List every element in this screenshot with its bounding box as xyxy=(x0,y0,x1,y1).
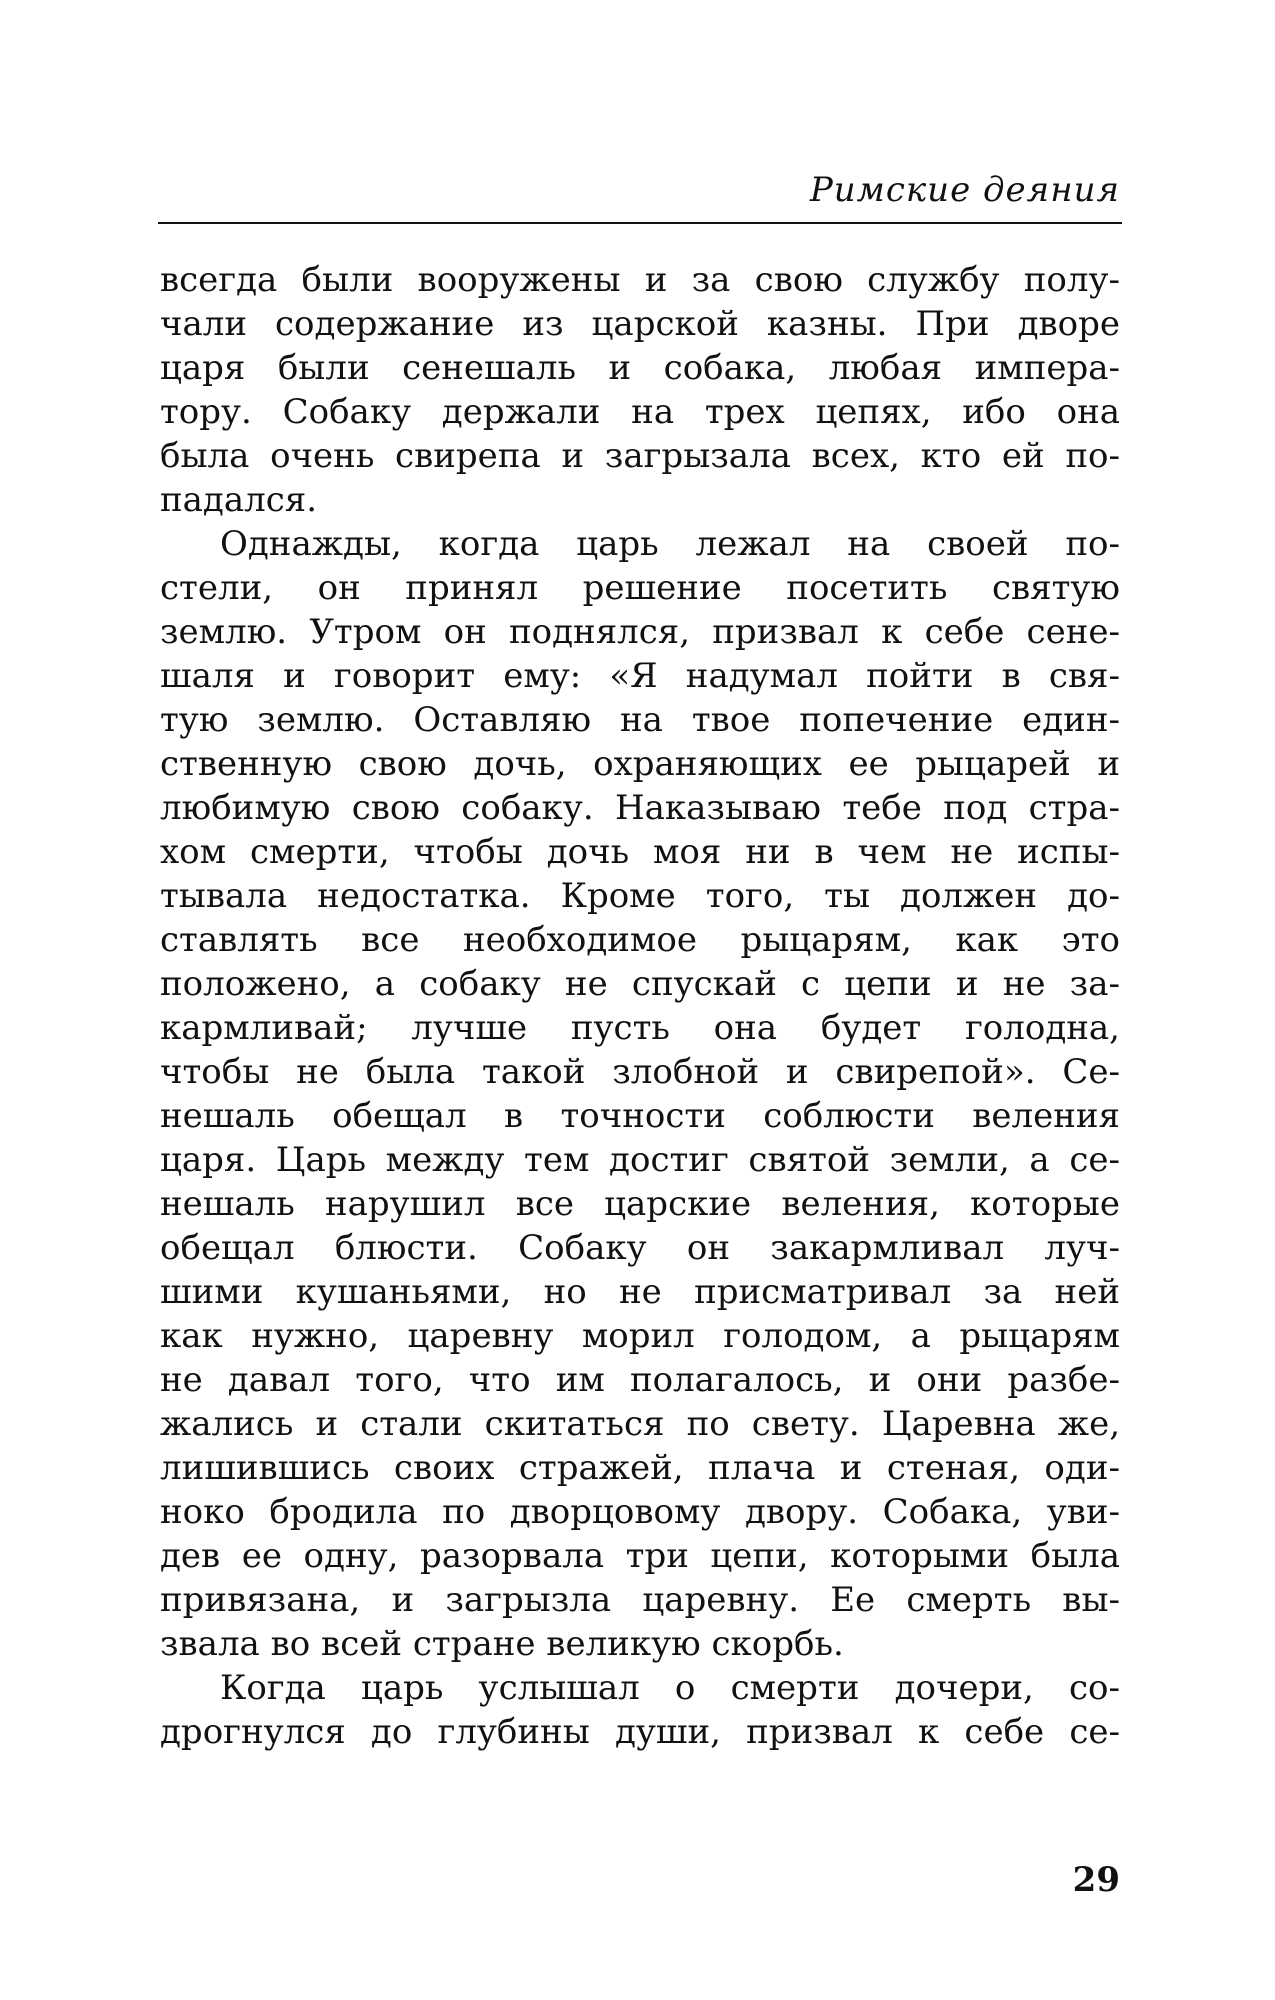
text-line: привязана, и загрызла царевну. Ее смерть вы- xyxy=(160,1580,1120,1620)
text-line: любимую свою собаку. Наказываю тебе под стра- xyxy=(160,788,1120,828)
text-line: была очень свирепа и загрызала всех, кто ей по- xyxy=(160,436,1120,476)
text-line: стели, он принял решение посетить святую xyxy=(160,568,1120,608)
text-line: всегда были вооружены и за свою службу полу- xyxy=(160,260,1120,300)
paragraph xyxy=(160,1666,1120,1754)
text-line: чали содержание из царской казны. При дворе xyxy=(160,304,1120,344)
text-line: ноко бродила по дворцовому двору. Собака, уви- xyxy=(160,1492,1120,1532)
text-line: ственную свою дочь, охраняющих ее рыцарей и xyxy=(160,744,1120,784)
text-line: нешаль нарушил все царские веления, которые xyxy=(160,1184,1120,1224)
text-line: Когда царь услышал о смерти дочери, со- xyxy=(220,1668,1120,1708)
text-line: хом смерти, чтобы дочь моя ни в чем не испы- xyxy=(160,832,1120,872)
text-line: падался. xyxy=(160,480,318,520)
text-line: звала во всей стране великую скорбь. xyxy=(160,1624,844,1664)
text-line: не давал того, что им полагалось, и они разбе- xyxy=(160,1360,1120,1400)
text-line: как нужно, царевну морил голодом, а рыцарям xyxy=(160,1316,1120,1356)
text-line: тору. Собаку держали на трех цепях, ибо она xyxy=(160,392,1120,432)
text-line: тывала недостатка. Кроме того, ты должен до- xyxy=(160,876,1120,916)
text-line: лишившись своих стражей, плача и стеная, оди- xyxy=(160,1448,1120,1488)
text-line: обещал блюсти. Собаку он закармливал луч- xyxy=(160,1228,1120,1268)
text-line: положено, а собаку не спускай с цепи и не за- xyxy=(160,964,1120,1004)
text-line: царя. Царь между тем достиг святой земли, а се- xyxy=(160,1140,1120,1180)
body-text xyxy=(160,258,1120,1754)
text-line: тую землю. Оставляю на твое попечение един- xyxy=(160,700,1120,740)
text-line: чтобы не была такой злобной и свирепой». Се- xyxy=(160,1052,1120,1092)
text-line: дрогнулся до глубины души, призвал к себе се- xyxy=(160,1712,1120,1752)
paragraph xyxy=(160,522,1120,1666)
page-number: 29 xyxy=(1072,1860,1120,1900)
header-rule xyxy=(158,222,1122,224)
text-line: царя были сенешаль и собака, любая импера- xyxy=(160,348,1120,388)
text-line: шаля и говорит ему: «Я надумал пойти в свя- xyxy=(160,656,1120,696)
text-line: жались и стали скитаться по свету. Царевна же, xyxy=(160,1404,1120,1444)
text-line: шими кушаньями, но не присматривал за ней xyxy=(160,1272,1120,1312)
text-line: Однажды, когда царь лежал на своей по- xyxy=(220,524,1120,564)
paragraph xyxy=(160,258,1120,522)
text-line: землю. Утром он поднялся, призвал к себе сене- xyxy=(160,612,1120,652)
text-line: кармливай; лучше пусть она будет голодна, xyxy=(160,1008,1120,1048)
running-head: Римские деяния xyxy=(809,170,1120,210)
text-line: ставлять все необходимое рыцарям, как это xyxy=(160,920,1120,960)
text-line: нешаль обещал в точности соблюсти веления xyxy=(160,1096,1120,1136)
text-line: дев ее одну, разорвала три цепи, которыми была xyxy=(160,1536,1120,1576)
